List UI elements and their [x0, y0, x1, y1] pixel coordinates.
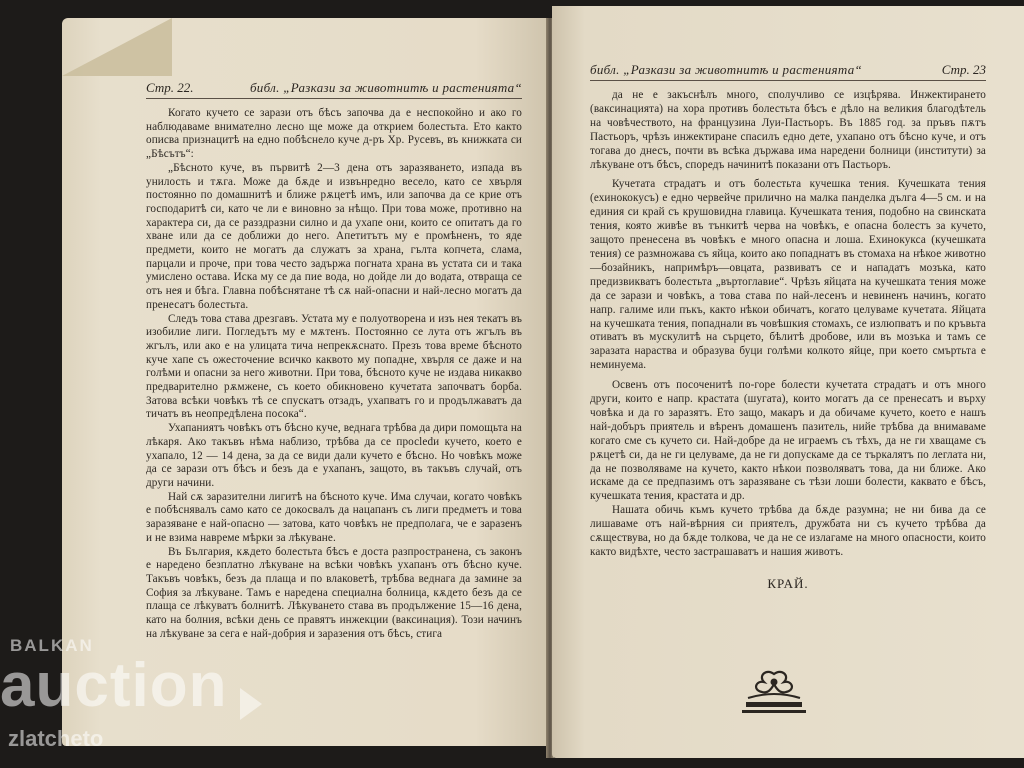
right-page [552, 6, 1024, 758]
watermark-line-3: zlatcheto [8, 726, 104, 751]
watermark-line-1: BALKAN [10, 636, 94, 655]
paragraph: Когато кучето се зарази отъ бѣсъ започва да е неспокойно и ако го наблюдаваме внимателно лесно ще може да открием болестьта. Ето както описва признацитѣ на едно побѣснело куче д-ръ Хр. Русевъ, въ книжката си „Бѣсътъ“: [146, 107, 522, 161]
paragraph: Кучетата страдатъ и отъ болестьта кучешка тения. Кучешката тения (ехинококусъ) е едно червейче прилично на малка панделка дълга 4—5 см. и на единия си край съ крушовидна главица. Кучешката тения, подобно на свинската тения, която живѣе въ тънкитѣ черва на човѣкъ, е опасна болестъ за кучето, защото пренесена въ човѣкъ е много опасна и лоша. Ехинокукса (кучешката тения) се размножава съ яйца, които ако попаднатъ въ стомаха на нѣкое животно—бозайникъ, напримѣръ—овцата, развиватъ се и нападатъ мозъка, като предизвикватъ болестьта „въртоглавие“. Чрѣзъ яйцата на кучешката тения може да се зарази и човѣкъ, а това става по най-лесенъ и невиненъ начинъ, когато напр. галиме или пъкъ, както нѣкои обичатъ, когато целуваме кучетата. Яйцата на кучешката тения, попаднали въ човѣшкия стомахъ, се излюпватъ и по кръвьта отиватъ въ мускулитѣ на сърцето, бѣлитѣ дробове, или въ мозъка и тамъ се заразата нараства и образува буци голѣми колкото яйце, при което смъртьта е неминуема. [590, 178, 986, 372]
paragraph: Следъ това става дрезгавъ. Устата му е полуотворена и изъ нея текатъ въ изобилие лиги. Погледътъ му е мѫтенъ. Постоянно се лута отъ жгълъ въ жгълъ, или ако е на улицата тича непрекѫснато. Презъ това време бѣсното куче хапе съ ожесточение всичко каквото му попадне, хвърля се даже и на голѣми и опасни за него животни. При това, бѣсното куче не издава никакво предварително рѫмжене, съ което обикновено кучетата започватъ борба. Затова всѣки човѣкъ тѣ се спускатъ отзадъ, ухапватъ го и продължаватъ да тичатъ въ неопредѣлена посока“. [146, 312, 522, 421]
right-page-number: Стр. 23 [941, 62, 986, 77]
end-marker: КРАЙ. [767, 575, 809, 591]
paragraph: Най сѫ заразителни лигитѣ на бѣсното куче. Има случаи, когато човѣкъ е побѣснявалъ само като се докосвалъ да нацапанъ съ лиги предметъ и това заразяване е най-опасно — затова, като човѣкъ не предполага, че е заразенъ и не взима навреме мѣрки за лѣкуване. [146, 490, 522, 544]
left-page-series-title: библ. „Разкази за животнитѣ и растенията“ [249, 80, 522, 95]
paragraph: „Бѣсното куче, въ първитѣ 2—3 дена отъ заразяването, изпада въ унилость и тѫга. Може да бѫде и извънредно весело, като се хвърля постоянно по домашнитѣ и ближе рѫцетѣ имъ, или започва да се крие отъ господаритѣ си, като че ли е виновно за нѣщо. При това може, противно на характера си, да се разздразни силно и да ухапе они, които се опитатъ да го хване или да се доближи до него. Апетитътъ му е промѣненъ, то яде предмети, които не могатъ да служатъ за храна, гълта копчета, слама, парцали и проче, при това често задържа погната храна въ устата си и така умислено остава. Иска му се да пие вода, но дойде ли до водата, отвраща се отъ нея и бѣга. Главна побѣснятане тѣ сѫ най-опасни и най-лесно могатъ да пренесатъ болестьта. [146, 161, 522, 311]
paragraph: Ухапаниятъ човѣкъ отъ бѣсно куче, веднага трѣбва да дири помощьта на лѣкаря. Ако такъвъ нѣма наблизо, трѣбва да се просledи кучето, което е ухапало, 12 — 14 дена, за да се види дали кучето е бѣсно. Но човѣкъ може да се зарази отъ бѣсъ и безъ да е ухапанъ, защото, въ такъвъ случай, отъ други начини. [146, 422, 522, 489]
paragraph: Освенъ отъ посоченитѣ по-горе болести кучетата страдатъ и отъ много други, които е напр. крастата (шугата), които могатъ да се пренесатъ и върху човѣка и да го заразятъ. Ето защо, макаръ и да обичаме кучето, което е нашъ най-добъръ приятель и вѣренъ домашенъ пазитель, нийе трѣбва да внимаваме когато сме съ кучето си. Най-добре да не играемъ съ тѣхъ, да не ги хващаме съ рѫцетѣ си, да не ги целуваме, да не ги допускаме да се търкалятъ по леглата ни, да не позволяваме на кучето, както нѣкои позволяватъ това, да ни ближе. Ако искаме да се предпазимъ отъ заразяване съ тѣзи лоши болести, каквато е бѣсъ, кучешката тения, крастата и др. [590, 379, 986, 503]
left-page-number: Стр. 22. [146, 80, 194, 95]
left-page-header [146, 80, 522, 99]
right-page-series-title: библ. „Разкази за животнитѣ и растенията“ [590, 62, 863, 77]
paragraph: Въ България, кѫдето болестьта бѣсъ е доста разпространена, съ законъ е наредено безплатно лѣкуване на всѣки човѣкъ ухапанъ отъ бѣсно куче. Такъвъ човѣкъ, безъ да плаща и по влаковетѣ, трѣбва веднага да замине за София за лѣкуване. Тамъ е наредена специална болница, кѫдето безъ да се плаща се лѣкуватъ болнитѣ. Лѣкуването става въ продължение 15—16 дена, като на болния, всѣки день се правятъ инжекции (ваксинация). Този начинъ на лѣкуване за сега е най-добрия и заразения отъ бѣсъ, стига [146, 545, 522, 640]
right-page-header [590, 62, 986, 81]
left-page-body [146, 107, 522, 641]
paragraph: да не е закъснѣлъ много, сполучливо се изцѣрява. Инжектирането (ваксинацията) на хора противъ болестьта бѣсъ е дѣло на великия благодѣтель на човѣчеството, на французина Луи-Пастьоръ. Въ 1885 год. за пръвъ пѫтъ Пастьоръ, чрѣзъ инжектиране спасилъ едно дете, ухапано отъ бѣсно куче, и отъ тогава до днесъ, почти въ всѣка държава има наредени болници (институти) за лѣкуване отъ бѣсъ, споредъ начинитѣ показани отъ Пастьоръ. [590, 89, 986, 171]
flower-ornament-icon [738, 666, 810, 716]
paragraph: Нашата обичь къмъ кучето трѣбва да бѫде разумна; не ни бива да се лишаваме отъ най-вѣрния си приятелъ, дружбата ни съ кучето трѣбва да сѫществува, но да бѫде толкова, че да не се излагаме на много опасности, които както видѣхте, често застрашаватъ и нашия животъ. [590, 504, 986, 558]
right-page-body [590, 89, 986, 560]
watermark-line-2: auction [0, 651, 228, 720]
folded-corner [62, 18, 172, 76]
left-page [62, 18, 548, 746]
